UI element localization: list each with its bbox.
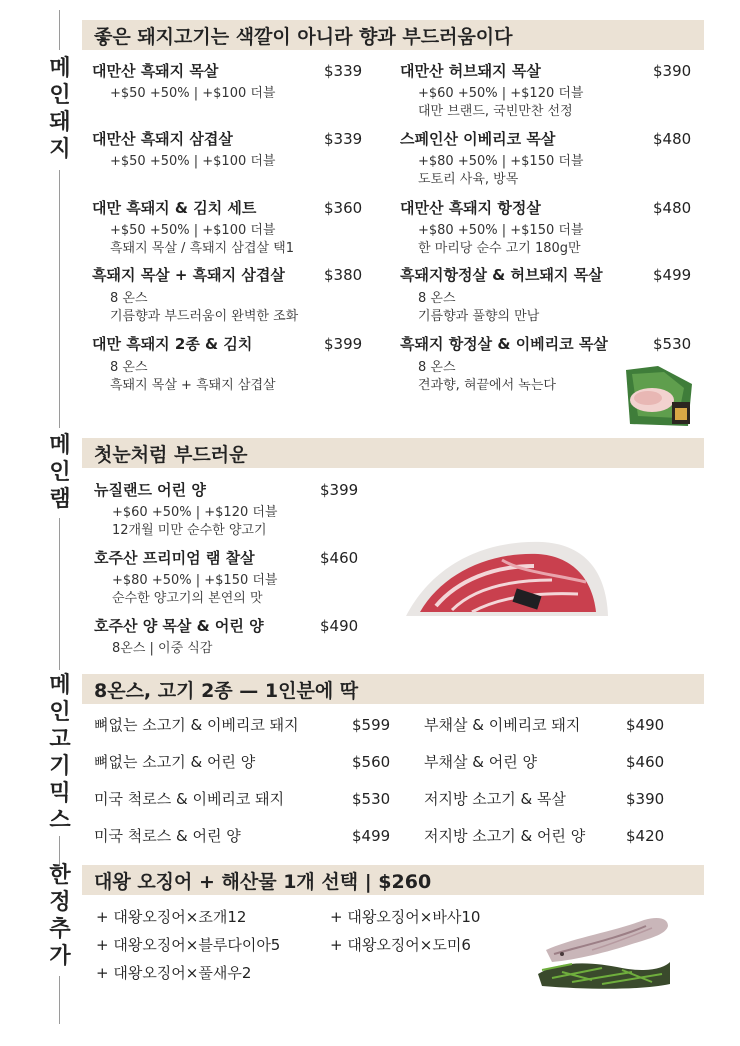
menu-item-detail: +$60 +50% | +$120 더블 — [418, 86, 584, 101]
menu-item-detail: 흑돼지 목살 + 흑돼지 삼겹살 — [110, 378, 276, 393]
menu-item-detail: 8 온스 — [110, 360, 148, 375]
menu-item-price: $530 — [653, 335, 692, 353]
menu-item-detail: +$50 +50% | +$100 더블 — [110, 86, 276, 101]
seafood-option: + 대왕오징어×풀새우2 — [96, 964, 252, 982]
menu-item-detail: +$80 +50% | +$150 더블 — [418, 154, 584, 169]
menu-item-detail: 기름향과 부드러움이 완벽한 조화 — [110, 309, 299, 324]
menu-item-detail: +$80 +50% | +$150 더블 — [418, 223, 584, 238]
section-label-char: 한 — [49, 863, 71, 888]
mix-banner-text: 8온스, 고기 2종 — 1인분에 딱 — [94, 680, 359, 702]
seafood-option: + 대왕오징어×바사10 — [330, 908, 481, 926]
section-label-char: 가 — [49, 944, 71, 969]
section-label-char: 정 — [49, 890, 71, 915]
lamb-section-banner — [82, 438, 704, 468]
section-divider-line — [59, 10, 60, 50]
menu-item-price: $499 — [653, 266, 692, 284]
menu-item-detail: +$50 +50% | +$100 더블 — [110, 154, 276, 169]
pork-dish-photo — [618, 364, 696, 430]
section-label-char: 메 — [49, 56, 71, 81]
menu-item-price: $339 — [324, 130, 363, 148]
section-label-char: 인 — [49, 700, 71, 725]
menu-item-detail: 8 온스 — [110, 291, 148, 306]
section-label-char: 메 — [49, 433, 71, 458]
mix-item-price: $490 — [626, 716, 665, 734]
mix-item-name: 뼈없는 소고기 & 어린 양 — [94, 753, 256, 771]
menu-item-name: 뉴질랜드 어린 양 — [94, 481, 206, 499]
lamb-meat-photo — [402, 536, 612, 618]
squid-dish-photo — [532, 910, 674, 990]
limited-section-banner — [82, 865, 704, 895]
menu-item-detail: 도토리 사육, 방목 — [418, 172, 519, 187]
menu-item-name: 대만산 허브돼지 목살 — [400, 62, 541, 80]
menu-item-price: $339 — [324, 62, 363, 80]
mix-item-price: $560 — [352, 753, 391, 771]
menu-item-name: 대만 흑돼지 2종 & 김치 — [92, 335, 253, 353]
mix-item-name: 저지방 소고기 & 어린 양 — [424, 827, 586, 845]
seafood-option: + 대왕오징어×블루다이아5 — [96, 936, 281, 954]
menu-item-price: $380 — [324, 266, 363, 284]
pork-banner-text: 좋은 돼지고기는 색깔이 아니라 향과 부드러움이다 — [94, 26, 513, 48]
menu-item-detail: +$50 +50% | +$100 더블 — [110, 223, 276, 238]
menu-item-price: $480 — [653, 199, 692, 217]
lamb-banner-text: 첫눈처럼 부드러운 — [94, 444, 248, 466]
mix-item-price: $460 — [626, 753, 665, 771]
menu-item-name: 호주산 프리미엄 램 찰살 — [94, 549, 255, 567]
section-label-char: 추 — [49, 917, 71, 942]
mix-item-name: 미국 척로스 & 이베리코 돼지 — [94, 790, 285, 808]
menu-item-price: $390 — [653, 62, 692, 80]
menu-item-name: 대만산 흑돼지 항정살 — [400, 199, 541, 217]
pork-section-label — [46, 55, 74, 163]
limited-section-label — [46, 862, 74, 970]
menu-item-price: $399 — [320, 481, 359, 499]
section-label-char: 램 — [49, 487, 71, 512]
menu-item-detail: +$80 +50% | +$150 더블 — [112, 573, 278, 588]
lamb-section-label — [46, 432, 74, 513]
mix-item-name: 부채살 & 이베리코 돼지 — [424, 716, 581, 734]
mix-section-label — [46, 672, 74, 834]
menu-item-detail: 기름향과 풀향의 만남 — [418, 309, 540, 324]
section-divider-line — [59, 170, 60, 428]
menu-item-detail: 순수한 양고기의 본연의 맛 — [112, 591, 263, 606]
seafood-option: + 대왕오징어×조개12 — [96, 908, 247, 926]
section-label-char: 인 — [49, 83, 71, 108]
pork-section-banner — [82, 20, 704, 50]
section-divider-line — [59, 976, 60, 1024]
mix-item-name: 부채살 & 어린 양 — [424, 753, 537, 771]
mix-item-price: $420 — [626, 827, 665, 845]
mix-item-name: 뼈없는 소고기 & 이베리코 돼지 — [94, 716, 299, 734]
menu-item-detail: 8온스 | 이중 식감 — [112, 641, 213, 656]
limited-banner-text: 대왕 오징어 + 해산물 1개 선택 | $260 — [94, 871, 432, 893]
menu-item-price: $399 — [324, 335, 363, 353]
menu-item-name: 흑돼지 항정살 & 이베리코 목살 — [400, 335, 608, 353]
menu-item-detail: 8 온스 — [418, 360, 456, 375]
menu-item-detail: 견과향, 혀끝에서 녹는다 — [418, 378, 556, 393]
section-label-char: 믹 — [49, 781, 71, 806]
section-divider-line — [59, 518, 60, 670]
menu-item-price: $360 — [324, 199, 363, 217]
menu-item-price: $480 — [653, 130, 692, 148]
menu-item-name: 흑돼지 목살 + 흑돼지 삼겹살 — [92, 266, 285, 284]
section-label-char: 메 — [49, 673, 71, 698]
mix-item-name: 미국 척로스 & 어린 양 — [94, 827, 241, 845]
mix-item-price: $599 — [352, 716, 391, 734]
section-label-char: 지 — [49, 137, 71, 162]
section-label-char: 돼 — [49, 110, 71, 135]
menu-item-name: 스페인산 이베리코 목살 — [400, 130, 556, 148]
section-label-char: 고 — [49, 727, 71, 752]
menu-item-name: 대만산 흑돼지 삼겹살 — [92, 130, 233, 148]
mix-item-price: $530 — [352, 790, 391, 808]
menu-item-name: 대만산 흑돼지 목살 — [92, 62, 219, 80]
mix-item-price: $499 — [352, 827, 391, 845]
menu-item-price: $490 — [320, 617, 359, 635]
mix-item-price: $390 — [626, 790, 665, 808]
menu-item-detail: 대만 브랜드, 국빈만찬 선정 — [418, 104, 573, 119]
menu-item-detail: 12개월 미만 순수한 양고기 — [112, 523, 267, 538]
menu-item-detail: 8 온스 — [418, 291, 456, 306]
menu-item-name: 호주산 양 목살 & 어린 양 — [94, 617, 264, 635]
seafood-option: + 대왕오징어×도미6 — [330, 936, 471, 954]
menu-item-detail: 한 마리당 순수 고기 180g만 — [418, 241, 581, 256]
mix-item-name: 저지방 소고기 & 목살 — [424, 790, 566, 808]
menu-item-name: 흑돼지항정살 & 허브돼지 목살 — [400, 266, 603, 284]
menu-item-detail: +$60 +50% | +$120 더블 — [112, 505, 278, 520]
section-label-char: 인 — [49, 460, 71, 485]
menu-item-detail: 흑돼지 목살 / 흑돼지 삼겹살 택1 — [110, 241, 295, 256]
section-label-char: 기 — [49, 754, 71, 779]
menu-item-name: 대만 흑돼지 & 김치 세트 — [92, 199, 257, 217]
mix-section-banner — [82, 674, 704, 704]
menu-item-price: $460 — [320, 549, 359, 567]
section-label-char: 스 — [49, 808, 71, 833]
